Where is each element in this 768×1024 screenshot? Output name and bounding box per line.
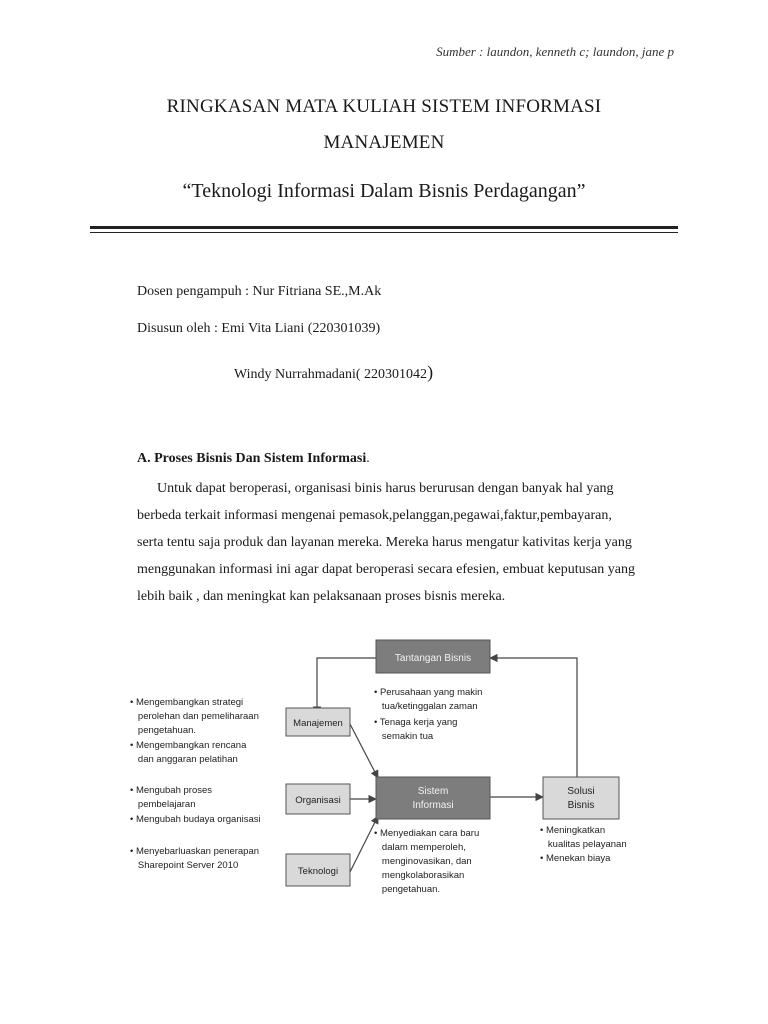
system-bullet: • Menyediakan cara baru xyxy=(374,828,480,839)
box-challenge-label: Tantangan Bisnis xyxy=(394,653,472,664)
paragraph-line: lebih baik , dan meningkat kan pelaksanaan proses bisnis mereka. xyxy=(137,589,506,604)
left-bullet: Sharepoint Server 2010 xyxy=(130,860,239,871)
document-subtitle: “Teknologi Informasi Dalam Bisnis Perdagangan” xyxy=(182,180,586,202)
box-system-label-2: Informasi xyxy=(412,800,454,811)
section-heading-text: A. Proses Bisnis Dan Sistem Informasi xyxy=(137,451,367,466)
left-bullet: • Mengembangkan rencana xyxy=(130,740,247,751)
section-heading-suffix: . xyxy=(366,451,370,466)
paragraph-line: berbeda terkait informasi mengenai pemasok,pelanggan,pegawai,faktur,pembayaran, xyxy=(137,508,612,523)
section-paragraph xyxy=(137,475,677,610)
box-solution-label-1: Solusi xyxy=(567,786,595,797)
left-bullet: • Mengembangkan strategi xyxy=(130,697,244,708)
left-bullet: • Menyebarluaskan penerapan xyxy=(130,846,260,857)
author-line-1: Disusun oleh : Emi Vita Liani (220301039) xyxy=(137,321,381,336)
paragraph-line: Untuk dapat beroperasi, organisasi binis harus berurusan dengan banyak hal yang xyxy=(157,481,614,496)
box-challenge xyxy=(376,640,490,673)
left-bullet: • Mengubah proses xyxy=(130,785,213,796)
system-bullet-list xyxy=(374,828,479,895)
title-divider-thick xyxy=(90,226,678,229)
challenge-bullet-list xyxy=(374,687,482,742)
box-technology-label: Teknologi xyxy=(297,866,339,877)
system-bullet: dalam memperoleh, xyxy=(374,842,466,853)
system-bullet: mengkolaborasikan xyxy=(374,870,465,881)
arrow-solution-to-challenge xyxy=(490,658,577,777)
challenge-bullet: • Perusahaan yang makin xyxy=(374,687,483,698)
left-bullet: dan anggaran pelatihan xyxy=(130,754,238,765)
box-information-system xyxy=(376,777,490,819)
author-2-text: Windy Nurrahmadani( 220301042 xyxy=(234,367,428,382)
solution-bullet: kualitas pelayanan xyxy=(540,839,627,850)
section-heading xyxy=(137,451,370,467)
author-line-2 xyxy=(234,362,433,383)
box-organization xyxy=(286,784,350,814)
solution-bullet-list xyxy=(540,825,627,864)
document-title-line2: MANAJEMEN xyxy=(323,132,445,153)
left-bullet: pengetahuan. xyxy=(130,725,197,736)
box-management xyxy=(286,708,350,736)
arrow-challenge-to-management xyxy=(317,658,376,714)
system-bullet: pengetahuan. xyxy=(374,884,441,895)
box-system-label-1: Sistem xyxy=(417,786,449,797)
document-title-line1: RINGKASAN MATA KULIAH SISTEM INFORMASI xyxy=(166,96,602,117)
solution-bullet: • Meningkatkan xyxy=(540,825,606,836)
box-management-label: Manajemen xyxy=(293,718,343,729)
paragraph-line: menggunakan informasi ini agar dapat beroperasi secara efesien, embuat keputusan yang xyxy=(137,562,635,577)
box-organization-label: Organisasi xyxy=(295,795,341,806)
challenge-bullet: semakin tua xyxy=(374,731,434,742)
box-business-solution xyxy=(543,777,619,819)
title-divider-thin xyxy=(90,232,678,233)
left-bullet: perolehan dan pemeliharaan xyxy=(130,711,259,722)
left-bullet: • Mengubah budaya organisasi xyxy=(130,814,261,825)
challenge-bullet: tua/ketinggalan zaman xyxy=(374,701,478,712)
box-solution-label-2: Bisnis xyxy=(567,800,595,811)
paragraph-line: serta tentu saja produk dan layanan mereka. Mereka harus mengatur kativitas kerja yang xyxy=(137,535,632,550)
challenge-bullet: • Tenaga kerja yang xyxy=(374,717,458,728)
box-technology xyxy=(286,854,350,886)
business-process-diagram xyxy=(128,632,688,922)
system-bullet: menginovasikan, dan xyxy=(374,856,472,867)
lecturer-line: Dosen pengampuh : Nur Fitriana SE.,M.Ak xyxy=(137,284,382,299)
solution-bullet: • Menekan biaya xyxy=(540,853,611,864)
left-bullet: pembelajaran xyxy=(130,799,196,810)
left-bullet-list xyxy=(130,697,261,871)
source-citation: Sumber : laundon, kenneth c; laundon, jane p xyxy=(436,44,674,59)
author-2-close-paren: ) xyxy=(427,362,434,382)
